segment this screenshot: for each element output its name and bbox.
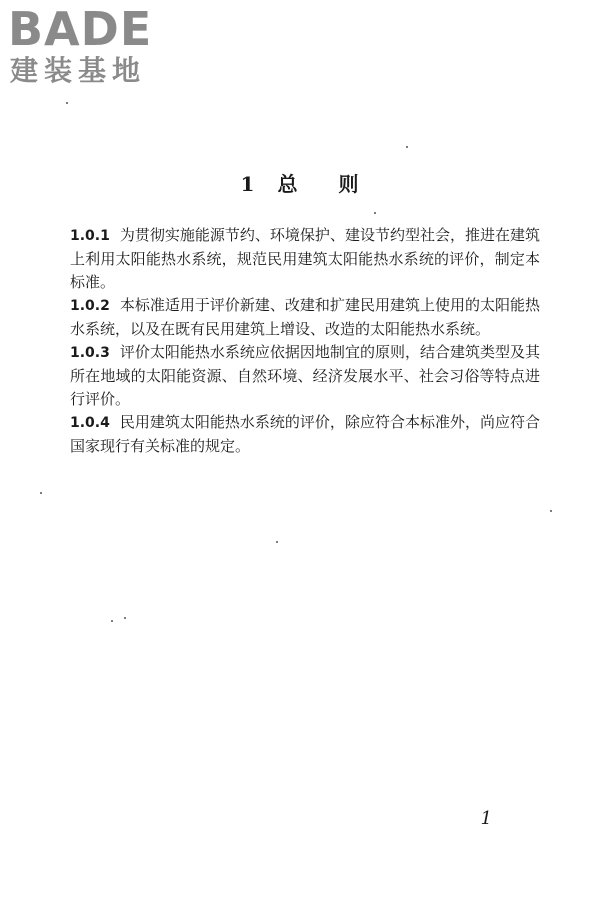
clause-1-0-2 <box>70 294 540 341</box>
watermark-latin-text: BADE <box>8 2 153 56</box>
page-number: 1 <box>480 808 492 829</box>
clause-text: 为贯彻实施能源节约、环境保护、建设节约型社会，推进在建筑上利用太阳能热水系统，规范民用建筑太阳能热水系统的评价，制定本标准。 <box>70 226 540 291</box>
clause-number: 1.0.2 <box>70 298 110 314</box>
scan-speck <box>276 541 278 543</box>
clause-number: 1.0.1 <box>70 228 110 244</box>
chapter-title-part2: 则 <box>338 172 360 196</box>
scan-speck <box>66 102 68 104</box>
clause-1-0-3 <box>70 341 540 411</box>
clause-text: 民用建筑太阳能热水系统的评价，除应符合本标准外，尚应符合国家现行有关标准的规定。 <box>70 413 540 455</box>
clause-list <box>70 224 540 458</box>
clause-1-0-1 <box>70 224 540 294</box>
scan-speck <box>550 510 552 512</box>
scan-speck <box>124 617 126 619</box>
chapter-number: 1 <box>240 172 256 196</box>
watermark-logo <box>8 4 178 88</box>
clause-1-0-4 <box>70 411 540 458</box>
chapter-title-part1: 总 <box>277 172 299 196</box>
scan-speck <box>111 620 113 622</box>
watermark-chinese-text: 建装基地 <box>10 54 147 87</box>
chapter-title <box>0 168 600 197</box>
clause-number: 1.0.4 <box>70 415 110 431</box>
scan-speck <box>374 212 376 214</box>
clause-number: 1.0.3 <box>70 345 110 361</box>
clause-text: 本标准适用于评价新建、改建和扩建民用建筑上使用的太阳能热水系统，以及在既有民用建筑上增设、改造的太阳能热水系统。 <box>70 296 540 338</box>
scan-speck <box>40 492 42 494</box>
scan-speck <box>406 146 408 148</box>
clause-text: 评价太阳能热水系统应依据因地制宜的原则，结合建筑类型及其所在地域的太阳能资源、自然环境、经济发展水平、社会习俗等特点进行评价。 <box>70 343 540 408</box>
